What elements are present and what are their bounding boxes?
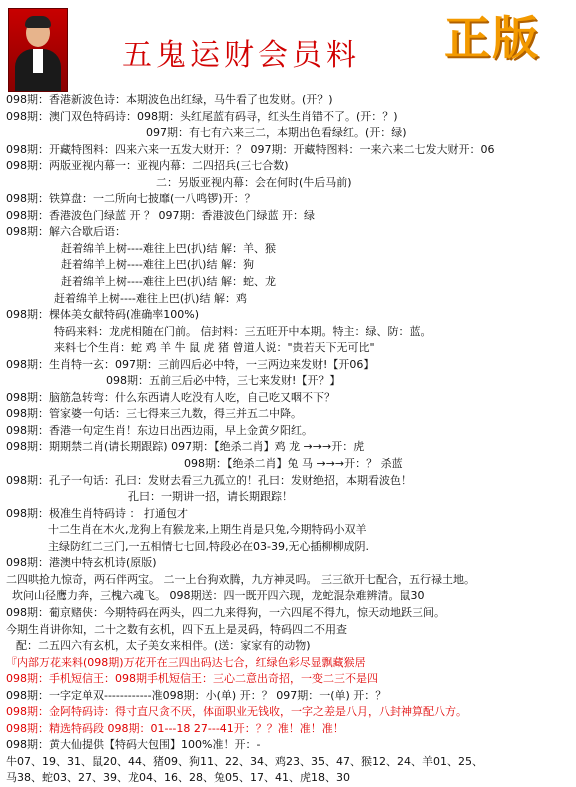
portrait-photo bbox=[8, 8, 68, 92]
text-line: 牛07、19、31、鼠20、44、猪09、狗11、22、34、鸡23、35、47、猴12、24、羊01、25、 bbox=[6, 754, 483, 768]
text-line: 098期：开藏特图料：四来六来一五发大财开：？ 097期：开藏特图料：一来六来二七发大财开：06 bbox=[6, 142, 495, 156]
text-line: 098期：一字定单双------------准098期：小(单) 开：？ 097期：一(单) 开：？ bbox=[6, 688, 387, 702]
text-line: 098期：精选特码段 098期：01---18 27---41开：？？准！准！准！ bbox=[6, 721, 344, 735]
text-line: 098期：期期禁二肖(请长期跟踪) 097期：【绝杀二肖】鸡 龙 →→→开：虎 bbox=[6, 440, 365, 454]
text-line: 098期：香港波色门绿蓝 开 ？ 097期：香港波色门绿蓝 开：绿 bbox=[6, 208, 315, 222]
text-line: 孔曰：一期讲一招，请长期跟踪！ bbox=[128, 490, 293, 504]
text-line: 098期：孔子一句话：孔曰：发财去看三九孤立的！孔曰：发财绝招，本期看波色！ bbox=[6, 473, 412, 487]
text-line: 098期：手机短信王：098期手机短信王：三心二意出奇招，一变二三不是四 bbox=[6, 672, 378, 686]
text-line: 098期：生肖特一玄：097期：三前四后必中特，一三两边来发财!【开06】 bbox=[6, 357, 375, 371]
text-line: 配：二五四六有玄机，太子美女来相伴。(送：家家有的动物) bbox=[16, 639, 311, 653]
text-line: 098期：铁算盘：一二所向七披靡(一八鸣锣)开：？ bbox=[6, 192, 256, 206]
genuine-stamp: 正版 bbox=[444, 11, 540, 65]
text-line: 098期：香港一句定生肖！东边日出西边雨，早上金黄夕阳红。 bbox=[6, 423, 313, 437]
page-title: 五鬼运财会员料 bbox=[122, 38, 360, 73]
text-line: 098期：澳门双色特码诗：098期：头红尾蓝有码寻，红头生肖错不了。(开：？) bbox=[6, 109, 398, 123]
text-line: 098期：棵体美女献特码(准确率100%) bbox=[6, 308, 200, 322]
text-line: 赶着绵羊上树----难往上巴(扒)结 解：羊、猴 bbox=[61, 241, 276, 255]
text-line: 赶着绵羊上树----难往上巴(扒)结 解：鸡 bbox=[54, 291, 247, 305]
text-line: 主绿防红二三门,一五相情七七回,特段必在03-39,无心插柳柳成阴. bbox=[48, 539, 369, 553]
text-line: 098期：解六合歇后语： bbox=[6, 225, 126, 239]
text-line: 赶着绵羊上树----难往上巴(扒)结 解：狗 bbox=[61, 258, 254, 272]
text-line: 『内部万花来料(098期)万花开在三四出码达七合，红绿色彩尽显飘藏猴居 bbox=[6, 655, 366, 669]
portrait-hair bbox=[25, 16, 51, 28]
text-line: 特码来料：龙虎相随在门前。 信封料：三五旺开中本期。特主：绿、防：蓝。 bbox=[54, 324, 432, 338]
text-line: 坎问山径鹰力奔，三槐六魂飞。 098期送：四一既开四六现，龙蛇混杂难辨清。鼠30 bbox=[12, 589, 425, 603]
text-line: 098期：五前三后必中特，三七来发财!【开？】 bbox=[106, 374, 341, 388]
text-line: 097期：有七有六来三二，本期出色看绿红。(开：绿) bbox=[146, 126, 407, 140]
text-line: 098期：葡京赌侠：今期特码在两头，四二九来得狗，一六四尾不得九，惊天动地跃三间。 bbox=[6, 605, 445, 619]
text-line: 098期：极准生肖特码诗 ： 打通包才 bbox=[6, 506, 188, 520]
header bbox=[0, 0, 576, 92]
portrait-shirt bbox=[33, 49, 43, 73]
text-line: 098期：【绝杀二肖】兔 马 →→→开：？ 杀蓝 bbox=[184, 457, 403, 471]
text-line: 今期生肖讲你知，二十之数有玄机，四下五上是灵码，特码四二不用查 bbox=[6, 622, 347, 636]
text-line: 098期：港澳中特玄机诗(原版) bbox=[6, 556, 157, 570]
text-line: 098期：黄大仙提供【特码大包围】100%准！开：- bbox=[6, 738, 261, 752]
text-line: 098期：脑筋急转弯：什么东西请人吃没有人吃，自己吃又咽不下？ bbox=[6, 390, 335, 404]
text-line: 098期：金阿特码诗：得寸直尺贪不厌，体面职业无钱收，一字之差是八月，八封神算配八方。 bbox=[6, 705, 467, 719]
text-line: 来料七个生肖：蛇 鸡 羊 牛 鼠 虎 猪 曾道人说："贵若天下无可比" bbox=[54, 341, 375, 355]
text-line: 二四哄抢九惊奇，两石伴两宝。 二一上台狗欢腾，九方神灵吗。 三三欲开七配合，五行禄土地。 bbox=[6, 572, 475, 586]
text-line: 098期：管家婆一句话：三七得来三九数，得三并五二中降。 bbox=[6, 407, 302, 421]
content-lines bbox=[6, 92, 572, 787]
text-line: 二：另版亚视内幕：会在何时(牛后马前) bbox=[156, 175, 352, 189]
text-line: 098期：香港新波色诗：本期波色出红绿，马牛看了也发财。(开？) bbox=[6, 93, 333, 106]
text-line: 赶着绵羊上树----难往上巴(扒)结 解：蛇、龙 bbox=[61, 275, 276, 289]
text-line: 马38、蛇03、27、39、龙04、16、28、兔05、17、41、虎18、30 bbox=[6, 771, 350, 785]
text-line: 十二生肖在木火,龙狗上有猴龙来,上期生肖是只兔,今期特码小双羊 bbox=[48, 523, 367, 537]
text-line: 098期：两版亚视内幕一：亚视内幕：二四招兵(三七合数) bbox=[6, 159, 289, 173]
